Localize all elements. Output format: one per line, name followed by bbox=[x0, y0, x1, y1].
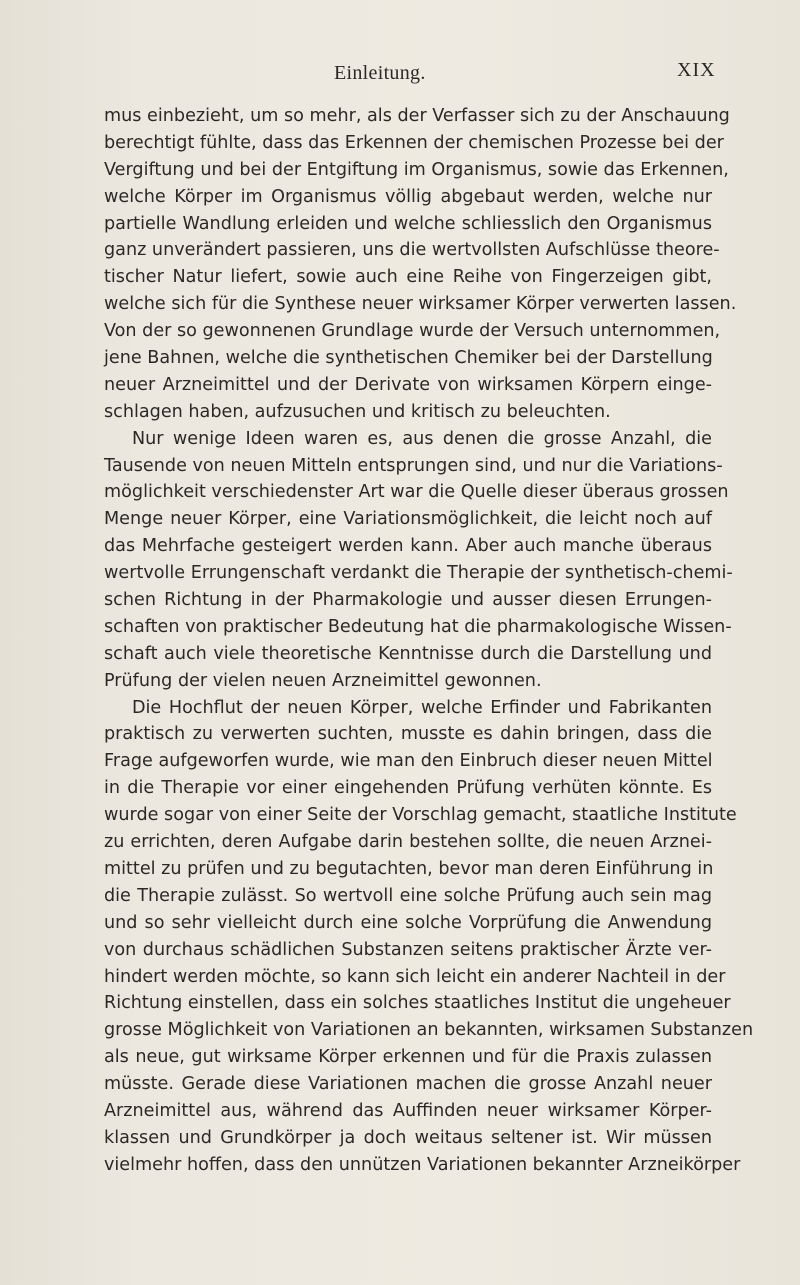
text-line: jene Bahnen, welche die synthetischen Chemiker bei der Darstellung bbox=[104, 348, 713, 369]
page-number: XIX bbox=[677, 59, 716, 81]
text-line: Arzneimittel aus, während das Auffinden neuer wirksamer Körper- bbox=[104, 1100, 712, 1121]
text-line: Frage aufgeworfen wurde, wie man den Einbruch dieser neuen Mittel bbox=[104, 751, 713, 772]
text-line: wurde sogar von einer Seite der Vorschlag gemacht, staatliche Institute bbox=[104, 805, 737, 826]
text-line: welche sich für die Synthese neuer wirksamer Körper verwerten lassen. bbox=[104, 294, 737, 315]
text-line: welche Körper im Organismus völlig abgebaut werden, welche nur bbox=[104, 186, 712, 207]
body-text bbox=[104, 103, 754, 1179]
text-line: berechtigt fühlte, dass das Erkennen der chemischen Prozesse bei der bbox=[104, 132, 724, 153]
text-line: ganz unverändert passieren, uns die wertvollsten Aufschlüsse theore- bbox=[104, 240, 720, 261]
running-head bbox=[0, 59, 800, 88]
text-line: Von der so gewonnenen Grundlage wurde der Versuch unternommen, bbox=[104, 321, 721, 342]
text-line: partielle Wandlung erleiden und welche schliesslich den Organismus bbox=[104, 213, 712, 234]
text-line: schen Richtung in der Pharmakologie und ausser diesen Errungen- bbox=[104, 590, 712, 611]
text-line: vielmehr hoffen, dass den unnützen Variationen bekannter Arzneikörper bbox=[104, 1154, 741, 1175]
text-line: schaft auch viele theoretische Kenntnisse durch die Darstellung und bbox=[104, 643, 712, 664]
text-line: tischer Natur liefert, sowie auch eine Reihe von Fingerzeigen gibt, bbox=[104, 267, 712, 288]
text-line: Menge neuer Körper, eine Variationsmöglichkeit, die leicht noch auf bbox=[104, 509, 712, 530]
text-line: als neue, gut wirksame Körper erkennen und für die Praxis zulassen bbox=[104, 1047, 712, 1068]
text-line: schaften von praktischer Bedeutung hat die pharmakologische Wissen- bbox=[104, 616, 732, 637]
text-line: mus einbezieht, um so mehr, als der Verfasser sich zu der Anschauung bbox=[104, 106, 730, 126]
text-line: schlagen haben, aufzusuchen und kritisch zu beleuchten. bbox=[104, 401, 611, 422]
text-line: mittel zu prüfen und zu begutachten, bevor man deren Einführung in bbox=[104, 858, 714, 879]
text-line: und so sehr vielleicht durch eine solche Vorprüfung die Anwendung bbox=[104, 912, 712, 933]
text-line: möglichkeit verschiedenster Art war die Quelle dieser überaus grossen bbox=[104, 482, 729, 503]
text-line: das Mehrfache gesteigert werden kann. Aber auch manche überaus bbox=[104, 536, 712, 557]
text-line: Vergiftung und bei der Entgiftung im Organismus, sowie das Erkennen, bbox=[104, 159, 729, 180]
text-line: zu errichten, deren Aufgabe darin bestehen sollte, die neuen Arznei- bbox=[104, 832, 712, 853]
text-line: grosse Möglichkeit von Variationen an bekannten, wirksamen Substanzen bbox=[104, 1020, 754, 1041]
text-line: Nur wenige Ideen waren es, aus denen die grosse Anzahl, die bbox=[132, 428, 712, 449]
text-line: neuer Arzneimittel und der Derivate von wirksamen Körpern einge- bbox=[104, 374, 712, 395]
text-line: Tausende von neuen Mitteln entsprungen sind, und nur die Variations- bbox=[104, 455, 723, 476]
text-line: Richtung einstellen, dass ein solches staatliches Institut die ungeheuer bbox=[104, 993, 731, 1014]
text-line: Prüfung der vielen neuen Arzneimittel gewonnen. bbox=[104, 670, 542, 691]
text-line: praktisch zu verwerten suchten, musste es dahin bringen, dass die bbox=[104, 724, 712, 745]
text-line: von durchaus schädlichen Substanzen seitens praktischer Ärzte ver- bbox=[104, 939, 712, 960]
text-line: müsste. Gerade diese Variationen machen die grosse Anzahl neuer bbox=[104, 1074, 712, 1095]
text-line: Die Hochflut der neuen Körper, welche Erfinder und Fabrikanten bbox=[132, 697, 712, 718]
text-line: wertvolle Errungenschaft verdankt die Therapie der synthetisch-chemi- bbox=[104, 563, 733, 584]
chapter-title: Einleitung. bbox=[334, 62, 426, 84]
text-line: in die Therapie vor einer eingehenden Prüfung verhüten könnte. Es bbox=[104, 778, 712, 799]
text-line: klassen und Grundkörper ja doch weitaus seltener ist. Wir müssen bbox=[104, 1127, 712, 1148]
text-line: die Therapie zulässt. So wertvoll eine solche Prüfung auch sein mag bbox=[104, 885, 712, 906]
text-line: hindert werden möchte, so kann sich leicht ein anderer Nachteil in der bbox=[104, 966, 726, 987]
